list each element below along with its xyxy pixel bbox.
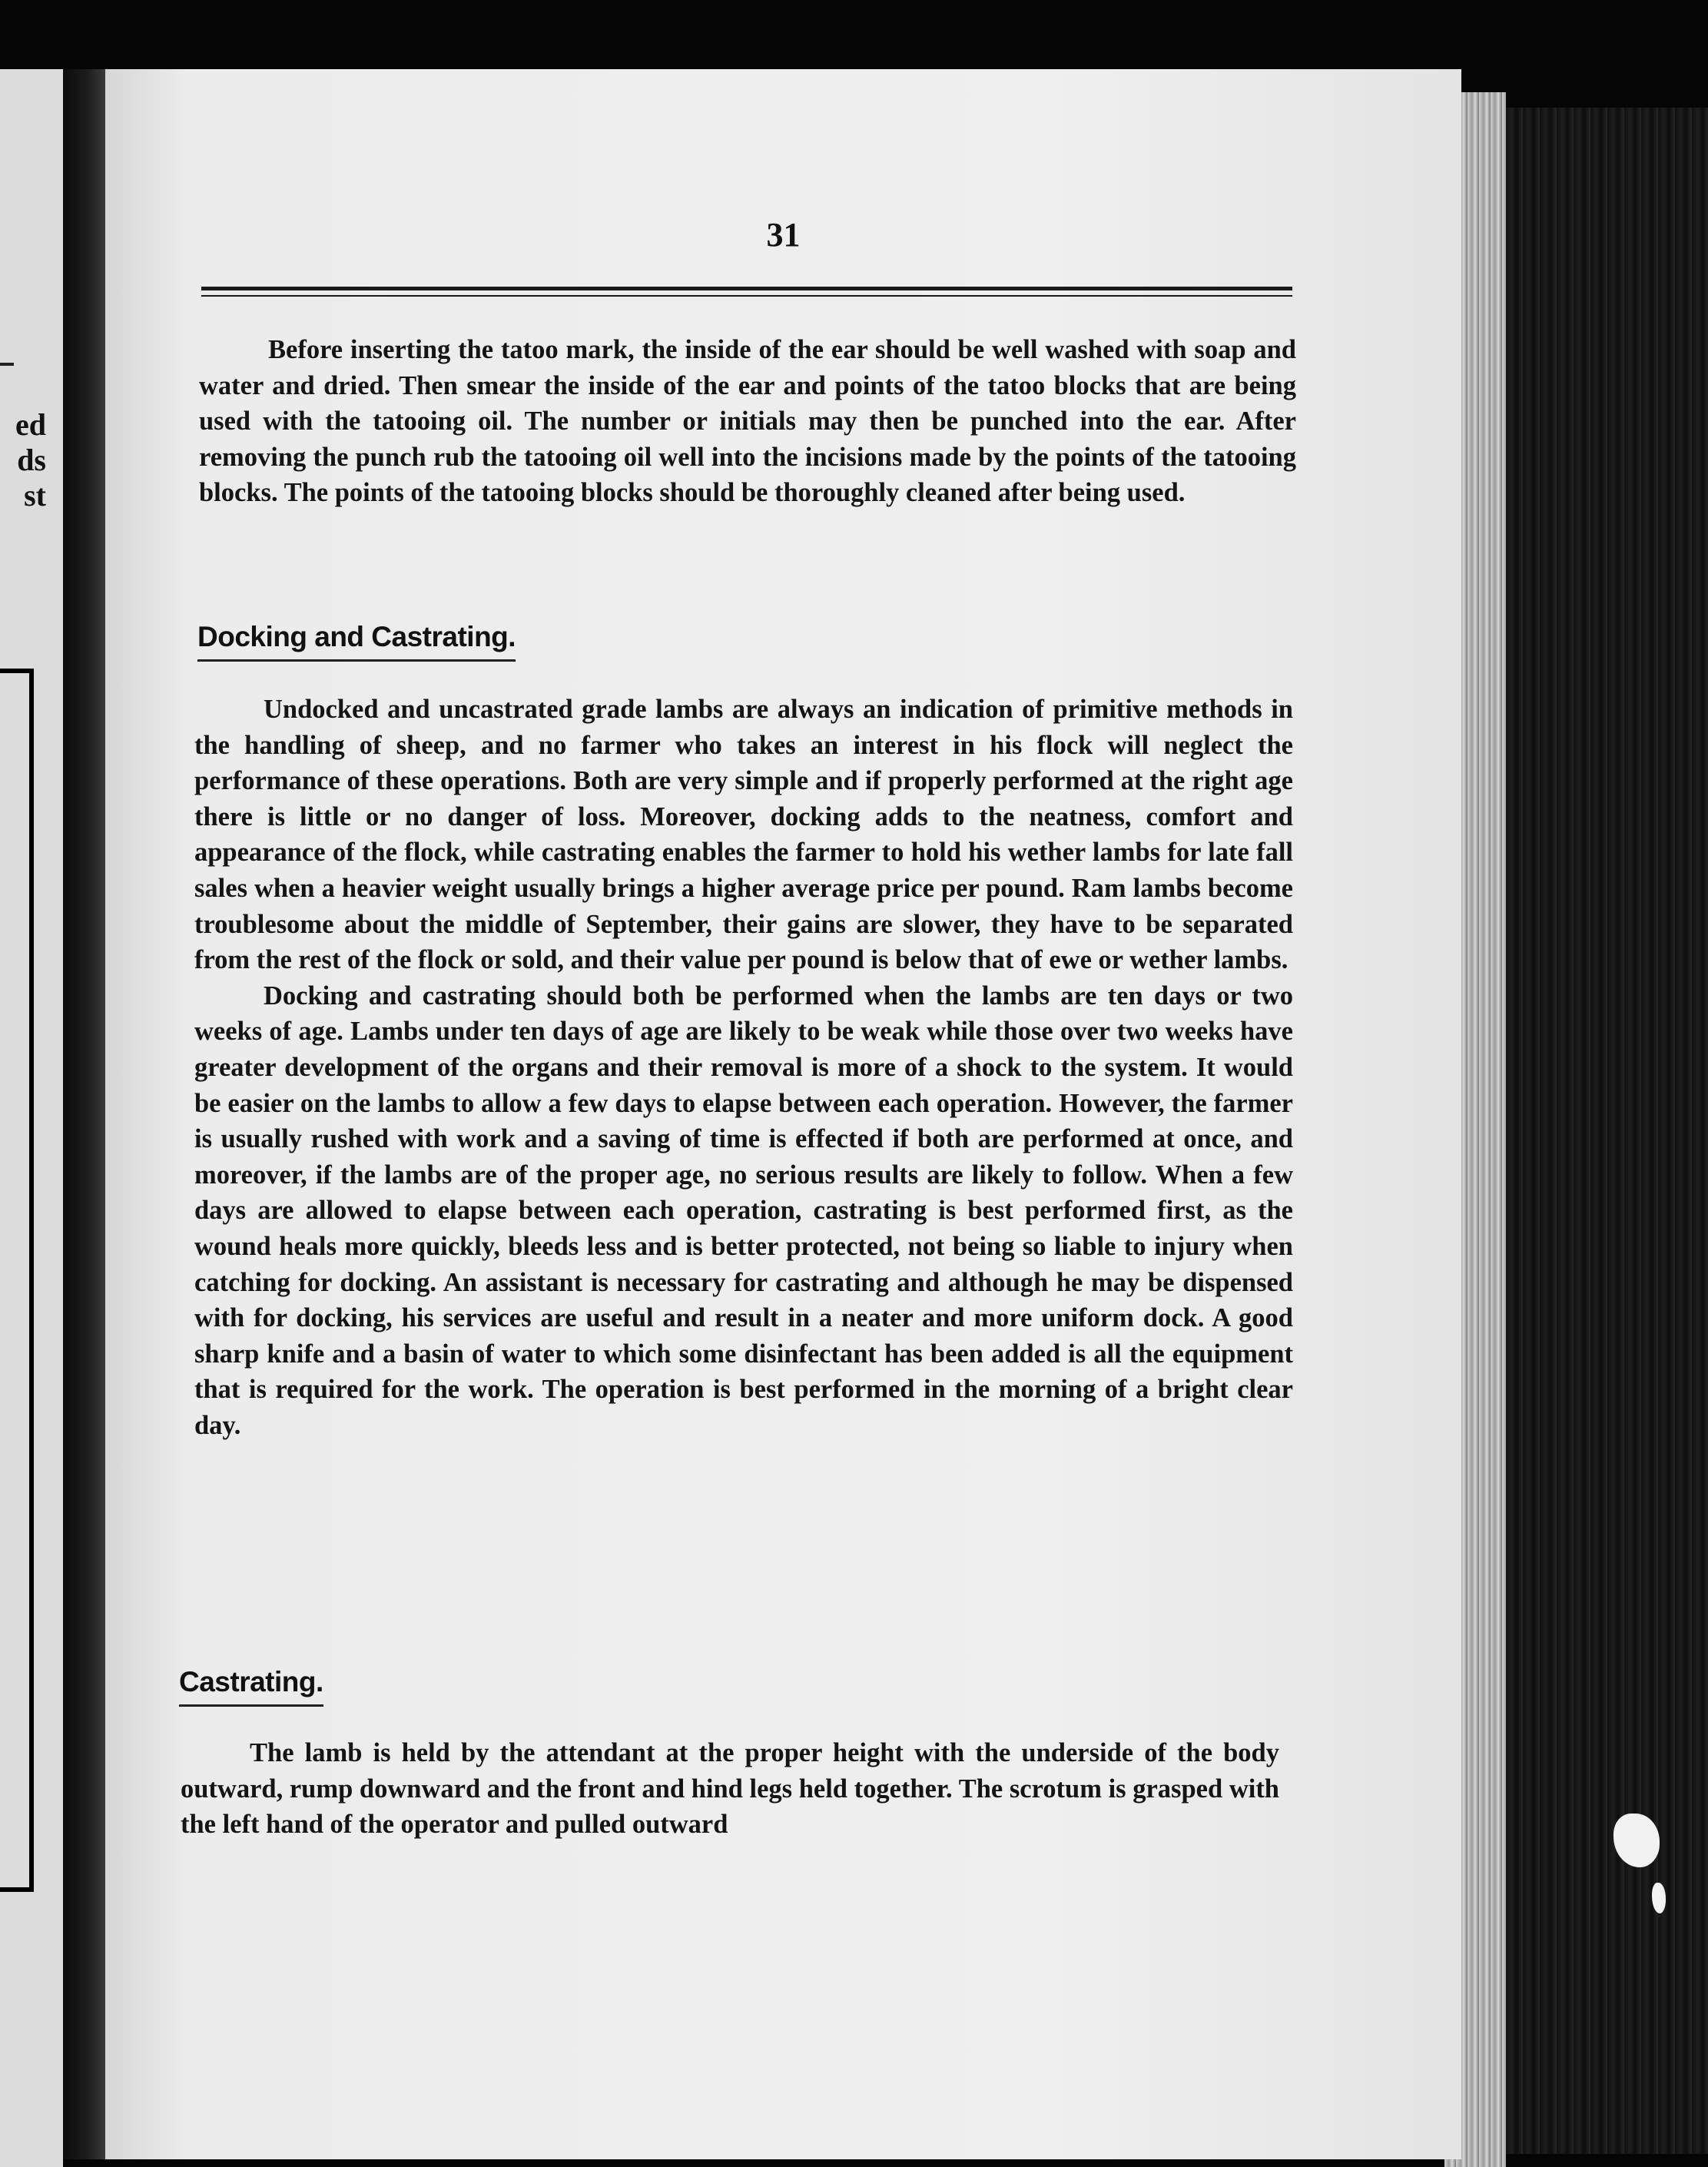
left-page-edge: [0, 69, 63, 2167]
book-spine: [63, 69, 105, 2159]
right-background: [1506, 108, 1708, 2154]
heading-docking-castrating: Docking and Castrating.: [197, 621, 516, 662]
left-page-fragment: ed: [15, 407, 46, 442]
castrating-section: [181, 1735, 1279, 1843]
header-rule-thin: [201, 295, 1292, 297]
paragraph-castrating-1: The lamb is held by the attendant at the proper height with the underside of the body outward, rump downward and the front and hind legs held together. The scrotum is grasped with the left hand of the operator and pulled outward: [181, 1738, 1279, 1840]
left-page-box: [0, 669, 34, 1892]
left-page-dash: [0, 363, 14, 366]
heading-castrating: Castrating.: [179, 1666, 323, 1707]
left-page-fragment: ds: [17, 443, 46, 477]
tattoo-section: [199, 332, 1296, 511]
book-page: [105, 69, 1461, 2159]
docking-section: [194, 692, 1293, 1443]
left-page-fragment: st: [24, 478, 46, 513]
page-number: 31: [766, 216, 801, 254]
header-rule-thick: [201, 287, 1292, 290]
scan-blot: [1652, 1883, 1666, 1913]
paragraph-docking-2: Docking and castrating should both be performed when the lambs are ten days or two weeks of age. Lambs under ten days of age are likely to be weak while those over two weeks have greater development of the organs and their removal is more of a shock to the system. It would be easier on the lambs to allow a few days to elapse between each operation. However, the farmer is usually rushed with work and a saving of time is effected if both are performed at once, and moreover, if the lambs are of the proper age, no serious results are likely to follow. When a few days are allowed to elapse between each operation, castrating is best performed first, as the wound heals more quickly, bleeds less and is better protected, not being so liable to injury when catching for docking. An assistant is necessary for castrating and although he may be dispensed with for docking, his services are useful and result in a neater and more uniform dock. A good sharp knife and a basin of water to which some disinfectant has been added is all the equipment that is required for the work. The operation is best performed in the morning of a bright clear day.: [194, 981, 1293, 1440]
paragraph-tattoo: Before inserting the tatoo mark, the inside of the ear should be well washed with soap and water and dried. Then smear the inside of the ear and points of the tatoo blocks that are being used with the tatooing oil. The number or initials may then be punched into the ear. After removing the punch rub the tatooing oil well into the incisions made by the points of the tatooing blocks. The points of the tatooing blocks should be thoroughly cleaned after being used.: [199, 335, 1296, 508]
paragraph-docking-1: Undocked and uncastrated grade lambs are always an indication of primitive methods in the handling of sheep, and no farmer who takes an interest in his flock will neglect the performance of these operations. Both are very simple and if properly performed at the right age there is little or no danger of loss. Moreover, docking adds to the neatness, comfort and appearance of the flock, while castrating enables the farmer to hold his wether lambs for late fall sales when a heavier weight usually brings a higher average price per pound. Ram lambs become troublesome about the middle of September, their gains are slower, they have to be separated from the rest of the flock or sold, and their value per pound is below that of ewe or wether lambs.: [194, 695, 1293, 975]
